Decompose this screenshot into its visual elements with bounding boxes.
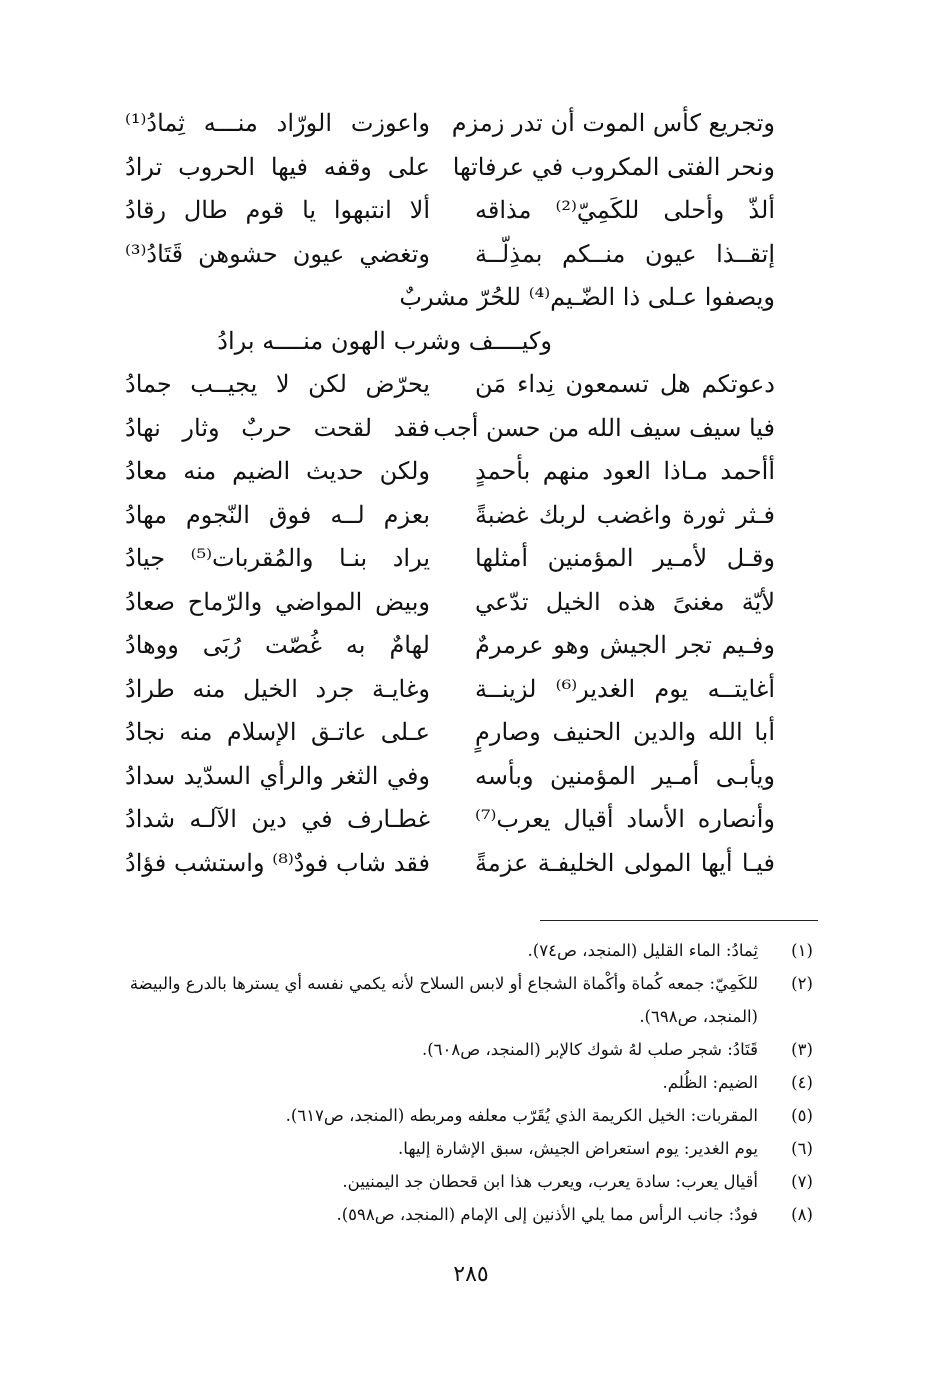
verse-second-hemistich: يحرّض لكن لا يجيــب جمادُ — [125, 370, 430, 398]
verse-row — [120, 233, 800, 277]
verse-row — [120, 363, 800, 407]
verse-row — [120, 624, 800, 668]
verse-continuation-line — [120, 320, 800, 364]
footnote-text: للكَمِيّ: جمعه كُماة وأكْماة الشجاع أو لابس السلاح لأنه يكمي نفسه أي يسترها بالدرع والبيضة (المنجد، ص٦٩٨). — [129, 974, 758, 1026]
verse-first-hemistich: دعوتكم هل تسمعون نِداء مَن — [475, 370, 775, 398]
footnote-item — [110, 1066, 822, 1099]
verse-row — [120, 798, 800, 842]
verse-first-hemistich: إتقــذا عيون منــكم بمذِلّــة — [475, 239, 775, 268]
verse-second-hemistich: فقد شاب فودٌ⁽⁸⁾ واستشب فؤادُ — [125, 848, 430, 877]
verse-full-line — [120, 276, 800, 320]
verse-row — [120, 842, 800, 886]
footnote-text: أقيال يعرب: سادة يعرب، ويعرب هذا ابن قحطان جد اليمنيين. — [342, 1172, 758, 1191]
verse-first-hemistich: وأنصاره الأساد أقيال يعرب⁽⁷⁾ — [475, 805, 775, 833]
verse-first-hemistich: فيا سيف سيف الله من حسن أجب — [433, 413, 775, 442]
verse-second-hemistich: واعوزت الورّاد منـــه ثِمادُ⁽¹⁾ — [125, 109, 430, 137]
footnote-number: (٢) — [791, 974, 813, 993]
verse-second-hemistich: فقد لقحت حربٌ وثار نهادُ — [125, 413, 430, 442]
verse-first-hemistich: ويأبـى أمـير المؤمنين وبأسه — [475, 761, 775, 790]
verse-full-text: ويصفوا عـلى ذا الضّـيم⁽⁴⁾ للحُرّ مشربٌ — [399, 283, 775, 311]
verse-first-hemistich: وتجريع كأس الموت أن تدر زمزم — [451, 109, 775, 137]
footnote-number: (٣) — [791, 1040, 813, 1059]
footnote-item — [110, 1033, 822, 1066]
footnote-number: (٥) — [791, 1106, 813, 1125]
footnote-item — [110, 1198, 822, 1231]
footnote-item — [110, 1099, 822, 1132]
poem — [120, 102, 800, 885]
verse-row — [120, 581, 800, 625]
verse-first-hemistich: أبا الله والدين الحنيف وصارمٍ — [475, 718, 775, 746]
verse-first-hemistich: أأحمد مـاذا العود منهم بأحمدٍ — [475, 457, 775, 485]
footnote-item — [110, 1165, 822, 1198]
verse-first-hemistich: لأيّة مغنىً هذه الخيل تدّعي — [475, 587, 775, 616]
verse-second-hemistich: وتغضي عيون حشوهن قَتَادُ⁽³⁾ — [125, 239, 430, 268]
footnote-number: (٤) — [791, 1073, 813, 1092]
verse-second-hemistich: لهامٌ به غُصّت رُبَى ووهادُ — [125, 631, 430, 659]
verse-row — [120, 146, 800, 190]
verse-row — [120, 102, 800, 146]
verse-first-hemistich: ونحر الفتى المكروب في عرفاتها — [452, 152, 775, 181]
footnote-text: فودٌ: جانب الرأس مما يلي الأذنين إلى الإمام (المنجد، ص٥٩٨). — [336, 1205, 758, 1224]
footnote-number: (٦) — [791, 1139, 813, 1158]
footnote-item — [110, 967, 822, 1033]
verse-second-hemistich: بعزم لــه فوق النّجوم مهادُ — [125, 500, 430, 529]
footnote-item — [110, 1132, 822, 1165]
verse-second-hemistich: وغايـة جرد الخيل منه طرادُ — [125, 674, 430, 703]
verse-first-hemistich: فـثر ثورة واغضب لربك غضبةً — [475, 500, 775, 529]
verse-row — [120, 537, 800, 581]
verse-row — [120, 494, 800, 538]
verse-second-hemistich: عـلى عاتـق الإسلام منه نجادُ — [125, 718, 430, 746]
footnote-text: المقربات: الخيل الكريمة الذي يُقَرّب معلفه ومربطه (المنجد، ص٦١٧). — [285, 1106, 758, 1125]
verse-first-hemistich: ألذّ وأحلى للكَمِيّ⁽²⁾ مذاقه — [475, 196, 775, 224]
verse-row — [120, 189, 800, 233]
verse-second-hemistich: يراد بنـا والمُقربات⁽⁵⁾ جيادُ — [125, 544, 431, 572]
verse-second-hemistich: وبيض المواضي والرّماح صعادُ — [125, 587, 430, 616]
verse-first-hemistich: وفـيم تجر الجيش وهو عرمرمٌ — [475, 631, 775, 659]
verse-second-hemistich: وفي الثغر والرأي السدّيد سدادُ — [125, 761, 430, 790]
footnote-text: قَتَادُ: شجر صلب لهُ شوك كالإبر (المنجد، ص٦٠٨). — [421, 1040, 758, 1059]
verse-second-hemistich: غطـارف في دين الآلـه شدادُ — [125, 805, 430, 833]
verse-first-hemistich: أغايتــه يوم الغدير⁽⁶⁾ لزينــة — [475, 674, 775, 703]
verse-first-hemistich: وقـل لأمـير المؤمنين أمثلها — [475, 544, 775, 572]
page-number: ٢٨٥ — [453, 1262, 489, 1287]
verse-row — [120, 668, 800, 712]
verse-second-hemistich: ولكن حديث الضيم منه معادُ — [125, 457, 430, 485]
footnotes — [110, 934, 822, 1231]
verse-row — [120, 450, 800, 494]
footnote-number: (٧) — [791, 1172, 813, 1191]
verse-row — [120, 711, 800, 755]
footnote-number: (٨) — [791, 1205, 813, 1224]
verse-row — [120, 407, 800, 451]
footnote-text: يوم الغدير: يوم استعراض الجيش، سبق الإشارة إليها. — [398, 1139, 758, 1158]
verse-row — [120, 755, 800, 799]
verse-first-hemistich: فيـا أيها المولى الخليفـة عزمةً — [475, 848, 775, 877]
verse-continuation-text: وكيــــف وشرب الهون منــــه برادُ — [217, 326, 552, 355]
verse-second-hemistich: على وقفه فيها الحروب ترادُ — [125, 152, 430, 181]
footnote-text: ثِمادُ: الماء القليل (المنجد، ص٧٤). — [527, 941, 758, 960]
footnote-number: (١) — [791, 941, 813, 960]
footnote-item — [110, 934, 822, 967]
footnote-divider — [540, 920, 818, 921]
verse-second-hemistich: ألا انتبهوا يا قوم طال رقادُ — [125, 196, 430, 224]
footnote-text: الضيم: الظُلم. — [662, 1073, 758, 1092]
